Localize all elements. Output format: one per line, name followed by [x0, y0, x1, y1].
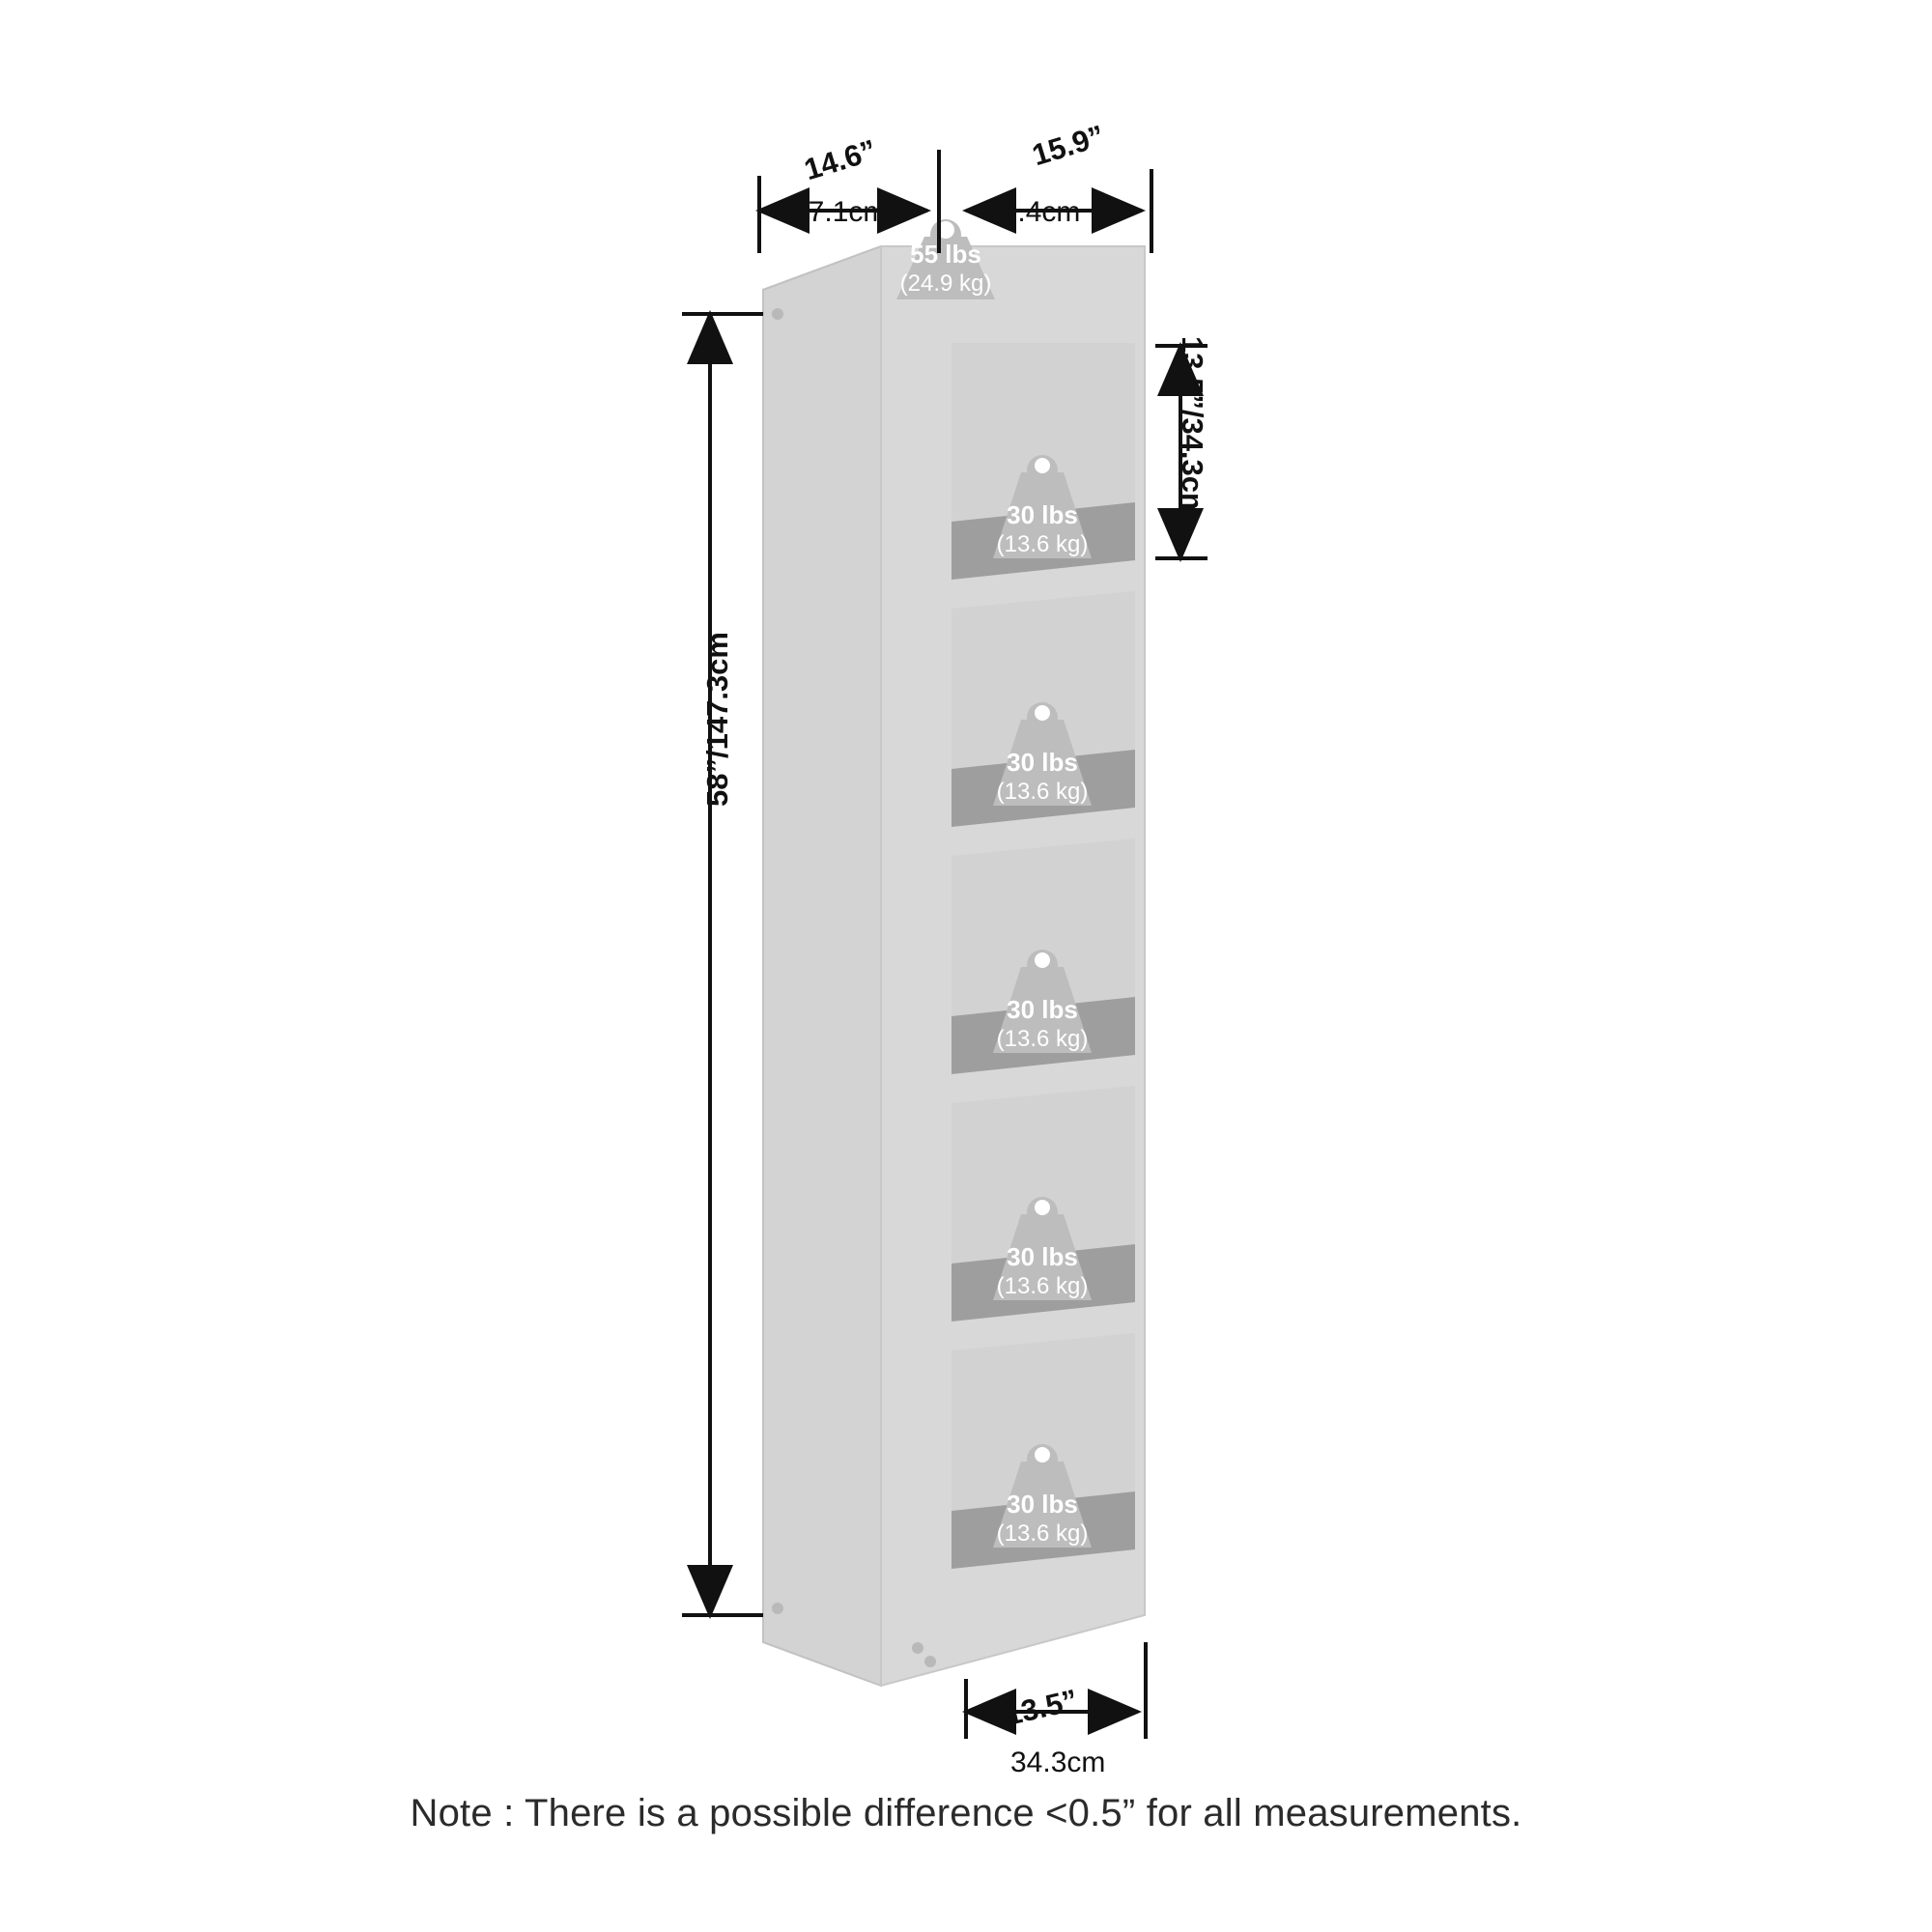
weight-label-shelf-2-kg: (13.6 kg): [996, 779, 1089, 805]
weight-label-shelf-3-kg: (13.6 kg): [996, 1026, 1089, 1052]
dim-top-depth-inches: 14.6”: [800, 132, 881, 187]
weight-label-shelf-1-lbs: 30 lbs: [1007, 500, 1078, 529]
dim-bottom-width-cm: 34.3cm: [1010, 1747, 1106, 1778]
dim-cube-height: 13.5”/34.3cm: [1176, 336, 1209, 520]
weight-label-shelf-2-lbs: 30 lbs: [1007, 748, 1078, 777]
weight-label-shelf-1-kg: (13.6 kg): [996, 531, 1089, 557]
dim-top-width-cm: 40.4cm: [985, 196, 1081, 228]
dim-bottom-width-inches: 13.5”: [1001, 1682, 1081, 1733]
measurement-note: Note : There is a possible difference <0.5” for all measurements.: [410, 1792, 1522, 1834]
dim-top-depth-cm: 37.1cm: [792, 196, 888, 228]
cabinet-left-side: [763, 246, 881, 1686]
weight-label-shelf-3-lbs: 30 lbs: [1007, 995, 1078, 1024]
dim-total-height: 58”/147.3cm: [700, 632, 734, 807]
weight-label-shelf-4-lbs: 30 lbs: [1007, 1242, 1078, 1271]
weight-label-shelf-5-lbs: 30 lbs: [1007, 1490, 1078, 1519]
weight-label-top-lbs: 55 lbs: [910, 240, 981, 269]
weight-label-shelf-5-kg: (13.6 kg): [996, 1520, 1089, 1547]
weight-label-shelf-4-kg: (13.6 kg): [996, 1273, 1089, 1299]
weight-label-top-kg: (24.9 kg): [899, 270, 992, 297]
dim-top-width-inches: 15.9”: [1028, 118, 1109, 173]
